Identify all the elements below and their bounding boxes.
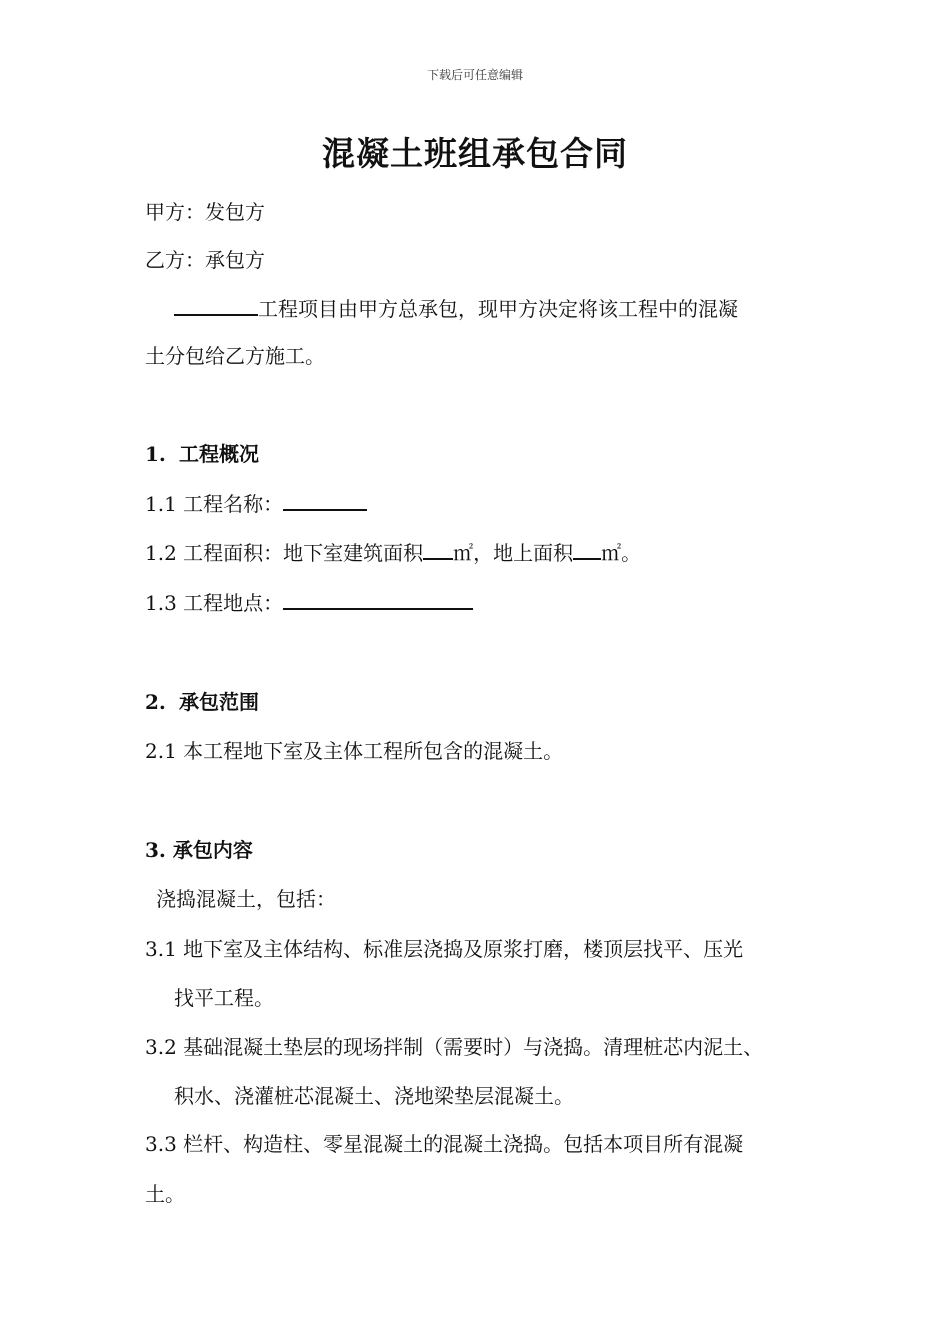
section2-title: 承包范围 (179, 690, 259, 714)
section1-item2 (145, 538, 641, 567)
section3-lead: 浇捣混凝土，包括： (156, 887, 336, 911)
project-name-label: 1.1 工程名称： (145, 492, 284, 516)
area-unit-2: ㎡。 (601, 541, 642, 565)
section3-item2-line2: 积水、浇灌桩芯混凝土、浇地梁垫层混凝土。 (174, 1084, 574, 1108)
section2-item1: 2.1 本工程地下室及主体工程所包含的混凝土。 (145, 739, 564, 763)
location-field (283, 588, 473, 610)
section3-item2-line1: 3.2 基础混凝土垫层的现场拌制（需要时）与浇捣。清理桩芯内泥土、 (145, 1035, 764, 1059)
intro-paragraph-line1 (174, 294, 738, 323)
section1-number: 1. (145, 442, 166, 466)
section3-heading: 3. 承包内容 (145, 838, 253, 862)
intro-paragraph-line2: 土分包给乙方施工。 (145, 344, 325, 368)
section2-number: 2. (145, 690, 166, 714)
section3-item3-line2: 土。 (145, 1182, 185, 1206)
section1-item3 (145, 588, 473, 617)
party-a: 甲方：发包方 (145, 200, 265, 224)
project-name-field (283, 489, 367, 511)
location-label: 1.3 工程地点： (145, 591, 284, 615)
section3-item1-line1: 3.1 地下室及主体结构、标准层浇捣及原浆打磨，楼顶层找平、压光 (145, 937, 744, 961)
section1-item1 (145, 489, 367, 518)
party-b: 乙方：承包方 (145, 248, 265, 272)
section3-item1-line2: 找平工程。 (174, 986, 274, 1010)
intro-text-1: 工程项目由甲方总承包，现甲方决定将该工程中的混凝 (258, 297, 738, 321)
basement-area-field (423, 538, 453, 560)
area-unit-1: ㎡，地上面积 (453, 541, 574, 565)
section3-item3-line1: 3.3 栏杆、构造柱、零星混凝土的混凝土浇捣。包括本项目所有混凝 (145, 1132, 744, 1156)
project-name-blank (174, 294, 258, 316)
above-ground-area-field (573, 538, 601, 560)
area-label: 1.2 工程面积：地下室建筑面积 (145, 541, 424, 565)
document-title: 混凝土班组承包合同 (322, 134, 628, 173)
header-note: 下载后可任意编辑 (426, 68, 523, 82)
section1-title: 工程概况 (179, 442, 259, 466)
section2-heading (145, 688, 259, 716)
section1-heading (145, 440, 259, 468)
